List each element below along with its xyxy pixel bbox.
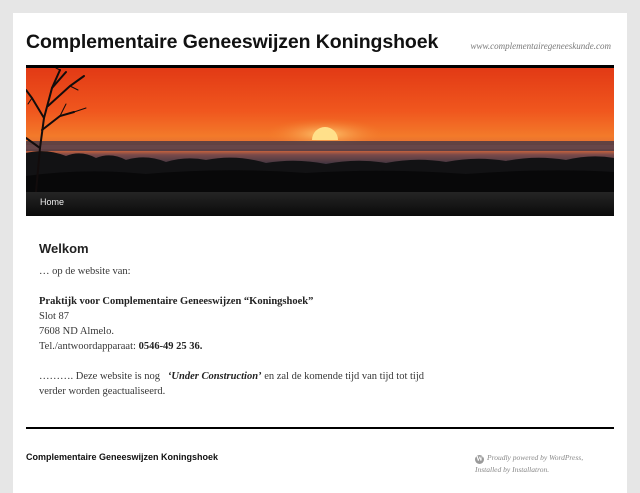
- contact-block: [39, 294, 449, 354]
- nav-item-home[interactable]: Home: [40, 197, 65, 207]
- powered-by-link[interactable]: Proudly powered by WordPress: [487, 453, 582, 462]
- entry-title: Welkom: [39, 241, 89, 256]
- powered-by-line: [475, 452, 615, 464]
- main-content: [39, 240, 449, 414]
- site-tagline: www.complementairegeneeskunde.com: [470, 41, 611, 51]
- header-banner-image[interactable]: [26, 68, 614, 192]
- footer-divider: [26, 427, 614, 429]
- phone-number: 0546-49 25 36.: [138, 341, 203, 352]
- footer-site-name[interactable]: Complementaire Geneeswijzen Koningshoek: [26, 452, 219, 462]
- address-city: 7608 ND Almelo.: [39, 326, 114, 337]
- notice-prefix: ………. Deze website is nog: [39, 371, 161, 382]
- phone-label: Tel./antwoordapparaat:: [39, 341, 136, 352]
- footer-credits: [475, 452, 615, 476]
- wordpress-icon: W: [476, 455, 483, 463]
- powered-by-separator: ,: [581, 453, 584, 462]
- page: [13, 13, 627, 493]
- main-navigation: [26, 192, 614, 216]
- practice-name: Praktijk voor Complementaire Geneeswijzen “Koningshoek”: [39, 296, 314, 307]
- address-street: Slot 87: [39, 311, 70, 322]
- notice-emphasis: ‘Under Construction’: [167, 371, 262, 382]
- notice-suffix: en zal de komende tijd van tijd tot tijd verder worden geactualiseerd.: [39, 371, 424, 397]
- construction-notice: [39, 369, 449, 399]
- site-title[interactable]: Complementaire Geneeswijzen Koningshoek: [26, 31, 439, 53]
- installed-by-text: Installed by Installatron.: [475, 465, 550, 474]
- entry-intro: … op de website van:: [39, 266, 131, 277]
